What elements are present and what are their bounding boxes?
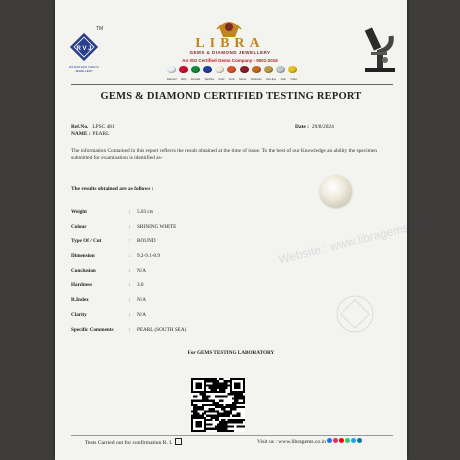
- checkbox-icon: [175, 438, 182, 445]
- qr-code[interactable]: [191, 378, 245, 432]
- result-row: Type Of / Cut : ROUND: [71, 238, 371, 253]
- result-value: N/A: [137, 311, 146, 318]
- trademark-label: TM: [96, 26, 104, 32]
- report-title: GEMS & DIAMOND CERTIFIED TESTING REPORT: [100, 91, 362, 102]
- ref-block: [71, 124, 115, 138]
- name-label: NAME :: [71, 131, 91, 137]
- info-paragraph: The information Contained in this report reflects the result obtained at the time of issue. To the best of our Knowledge an ability the specimen submitted for examination is identified as-: [71, 148, 377, 161]
- social-icon[interactable]: [333, 438, 338, 443]
- gem-swatch-icon: [252, 66, 261, 73]
- social-icon[interactable]: [351, 438, 356, 443]
- result-row: Dimension : 9.2-9.1-8.9: [71, 253, 371, 268]
- results-heading: The results obtained are as follows :: [71, 186, 154, 192]
- gem-label: Opal: [280, 78, 286, 81]
- gem-label: Hessonite: [250, 78, 262, 81]
- brand-subtitle: GEMS & DIAMOND JEWELLERY: [189, 50, 271, 55]
- gem-swatch-icon: [288, 66, 297, 73]
- gem-label: Emerald: [191, 78, 201, 81]
- result-key: R.Index: [71, 297, 89, 304]
- gem-row: [167, 66, 297, 78]
- gem-swatch-icon: [167, 66, 176, 73]
- result-key: Weight: [71, 209, 87, 215]
- result-row: Specific Comments : PEARL (SOUTH SEA): [71, 327, 371, 342]
- pearl-photo: [320, 175, 352, 207]
- visit-text[interactable]: Visit us : www.libragems.co.in: [257, 438, 326, 445]
- result-row: Conclusion : N/A: [71, 268, 371, 283]
- iso-line: An ISO Certified Gems Company - 9001-2015: [182, 58, 278, 63]
- gem-label: Ruby: [181, 78, 187, 81]
- result-row: Clarity : N/A: [71, 312, 371, 327]
- gem-label-row: [167, 78, 297, 81]
- gem-swatch-icon: [264, 66, 273, 73]
- social-icon[interactable]: [327, 438, 332, 443]
- result-value: PEARL (SOUTH SEA): [137, 326, 187, 333]
- result-row: R.Index : N/A: [71, 297, 371, 312]
- ref-value: LPSC 481: [92, 124, 115, 130]
- gem-label: Garnet: [238, 78, 247, 81]
- rvj-logo: [67, 30, 101, 64]
- gem-swatch-icon: [240, 66, 249, 73]
- gem-swatch-icon: [227, 66, 236, 73]
- gem-label: Yellow: [290, 78, 297, 81]
- gem-swatch-icon: [215, 66, 224, 73]
- gem-swatch-icon: [191, 66, 200, 73]
- result-value: 9.2-9.1-8.9: [137, 253, 160, 260]
- website-watermark: Website : www.libragems.co.in: [277, 213, 439, 267]
- microscope-icon: [355, 22, 401, 74]
- watermark-crest-icon: [335, 294, 375, 334]
- gem-label: Cat's Eye: [265, 78, 277, 81]
- result-value: N/A: [137, 297, 146, 304]
- name-value: PEARL: [92, 131, 110, 137]
- gem-label: Diamond: [167, 78, 177, 81]
- gem-label: Sapphire: [204, 78, 215, 81]
- tests-text: Tests Carried out for confirmation R. I.: [85, 440, 173, 446]
- brand-name: LIBRA: [195, 36, 265, 51]
- visit-line: [257, 438, 362, 445]
- social-icon[interactable]: [345, 438, 350, 443]
- date-label: Date :: [295, 124, 309, 130]
- date-value: 29/8/2024: [311, 124, 334, 130]
- social-icons: [326, 438, 362, 445]
- result-row: Weight : 5.03 cts: [71, 209, 371, 224]
- rvj-caption: RAJASTHAN VIDHYA JEWELLERY: [69, 65, 99, 73]
- result-value: 3.0: [137, 282, 144, 289]
- result-key: Specific Comments: [71, 326, 114, 333]
- result-key: Colour: [71, 223, 87, 230]
- header-divider: [71, 84, 393, 85]
- gem-label: Pearl: [218, 78, 225, 81]
- gem-swatch-icon: [276, 66, 285, 73]
- result-key: Hardness: [71, 282, 93, 289]
- for-lab-label: For GEMS TESTING LABORATORY: [187, 350, 275, 356]
- results-table: [71, 209, 371, 341]
- result-key: Dimension: [71, 253, 95, 260]
- ref-label: Ref.No.: [71, 124, 89, 130]
- certificate-sheet: [55, 0, 439, 460]
- result-row: Colour : SHINING WHITE: [71, 224, 371, 239]
- gem-label: Coral: [228, 78, 235, 81]
- result-key: Clarity: [71, 311, 87, 318]
- gem-swatch-icon: [203, 66, 212, 73]
- result-key: Type Of / Cut: [71, 238, 102, 245]
- social-icon[interactable]: [339, 438, 344, 443]
- result-value: SHINING WHITE: [137, 223, 177, 230]
- rvj-letters: R V J: [76, 46, 92, 52]
- date-block: [295, 124, 334, 130]
- gem-swatch-icon: [179, 66, 188, 73]
- result-value: ROUND: [137, 238, 156, 245]
- result-row: Hardness : 3.0: [71, 282, 371, 297]
- tests-line: [85, 438, 182, 446]
- social-icon[interactable]: [357, 438, 362, 443]
- result-value: N/A: [137, 267, 146, 274]
- footer-divider: [71, 435, 393, 436]
- result-key: Conclusion: [71, 267, 96, 274]
- result-value: 5.03 cts: [137, 209, 154, 215]
